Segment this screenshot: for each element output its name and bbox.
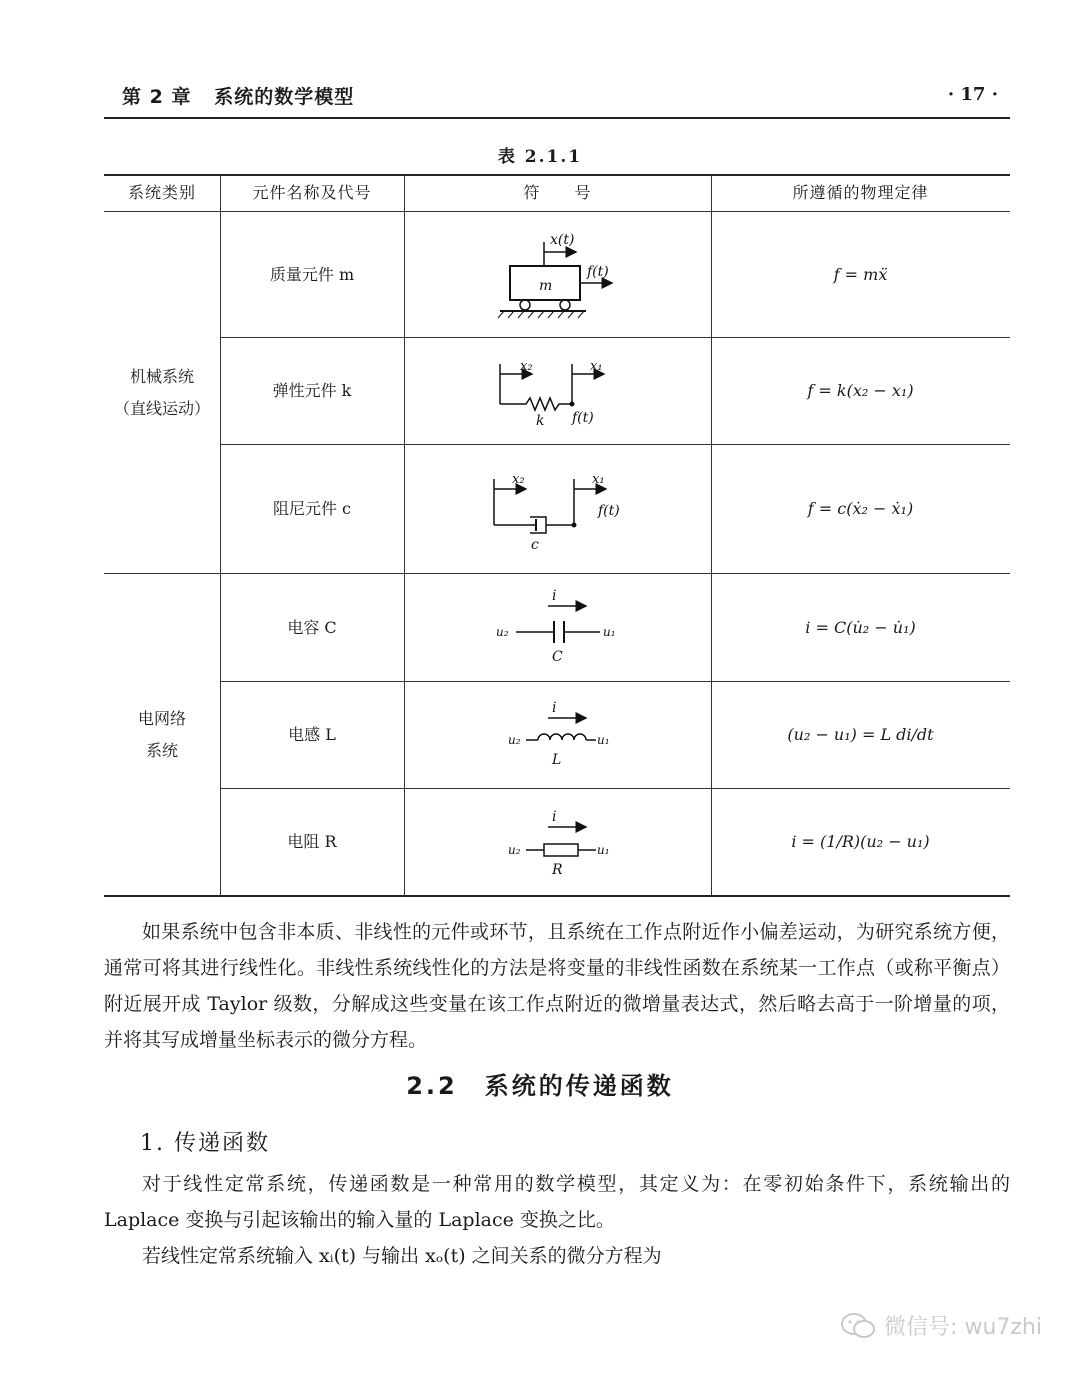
- page-number: · 17 ·: [947, 84, 998, 105]
- header-rule: [104, 117, 1010, 119]
- damper-label-f: f(t): [598, 503, 620, 519]
- law-damper: f = c(ẋ₂ − ẋ₁): [807, 499, 914, 518]
- law-mass: f = mẍ: [833, 264, 888, 284]
- capacitor-label-u2: u₂: [496, 625, 509, 639]
- damper-element-symbol: [404, 445, 711, 573]
- spring-label-f: f(t): [572, 410, 594, 426]
- chapter-title: 第 2 章 系统的数学模型: [122, 86, 355, 108]
- category-electrical: [104, 574, 220, 895]
- resistor-symbol: [404, 789, 711, 895]
- category-mechanical: [104, 212, 220, 573]
- element-name-damper: 阻尼元件 c: [272, 499, 352, 518]
- category-line: 电网络: [137, 708, 186, 728]
- paragraph-linearization: 如果系统中包含非本质、非线性的元件或环节，且系统在工作点附近作小偏差运动，为研究系统方便，通常可将其进行线性化。非线性系统线性化的方法是将变量的非线性函数在系统某一工作点（或称平衡点）附近展开成 Taylor 级数，分解成这些变量在该工作点附近的微增量表达式，然后略去高于一阶增量的项，并将其写成增量坐标表示的微分方程。: [104, 921, 1010, 1051]
- damper-label-x2: x₂: [512, 472, 525, 487]
- watermark-text: 微信号: wu7zhi: [884, 1315, 1042, 1340]
- capacitor-symbol: [404, 574, 711, 681]
- subsection-title: 1. 传递函数: [140, 1131, 270, 1156]
- col-header-category: 系统类别: [127, 183, 196, 202]
- element-name-mass: 质量元件 m: [269, 264, 355, 284]
- spring-label-x1: x₁: [590, 359, 603, 374]
- col-header-symbol: 符 号: [523, 183, 592, 202]
- category-line: 系统: [145, 740, 178, 760]
- resistor-label-u2: u₂: [508, 843, 521, 857]
- inductor-symbol: [404, 682, 711, 788]
- col-header-element: 元件名称及代号: [252, 183, 372, 202]
- wechat-watermark: [840, 1310, 1042, 1341]
- law-capacitor: i = C(u̇₂ − u̇₁): [805, 617, 916, 637]
- wechat-icon: [840, 1312, 876, 1340]
- col-header-law: 所遵循的物理定律: [792, 183, 929, 202]
- inductor-label-l: L: [552, 752, 562, 768]
- table-bottom-rule: [104, 895, 1010, 897]
- element-name-spring: 弹性元件 k: [272, 381, 352, 400]
- inductor-label-i: i: [552, 700, 557, 716]
- mass-label-f: f(t): [587, 264, 609, 280]
- damper-label-x1: x₁: [592, 472, 605, 487]
- mass-label-m: m: [539, 278, 553, 294]
- resistor-label-u1: u₁: [597, 843, 610, 857]
- resistor-label-r: R: [552, 862, 563, 878]
- section-title: 2.2 系统的传递函数: [406, 1072, 674, 1100]
- spring-element-symbol: [404, 338, 711, 444]
- spring-label-k: k: [536, 413, 545, 429]
- inductor-label-u2: u₂: [508, 733, 521, 747]
- capacitor-label-c: C: [552, 649, 563, 665]
- category-line: （直线运动）: [113, 398, 210, 418]
- law-spring: f = k(x₂ − x₁): [807, 381, 914, 400]
- element-name-capacitor: 电容 C: [287, 617, 337, 637]
- paragraph-equation-intro: 若线性定常系统输入 xᵢ(t) 与输出 xₒ(t) 之间关系的微分方程为: [142, 1245, 662, 1267]
- mass-label-x: x(t): [550, 232, 575, 248]
- element-name-resistor: 电阻 R: [287, 832, 337, 851]
- table-caption: 表 2.1.1: [497, 147, 583, 167]
- inductor-label-u1: u₁: [597, 733, 610, 747]
- damper-label-c: c: [531, 537, 539, 553]
- spring-label-x2: x₂: [520, 359, 533, 374]
- category-line: 机械系统: [129, 366, 194, 386]
- element-name-inductor: 电感 L: [288, 725, 336, 744]
- law-inductor: (u₂ − u₁) = L di/dt: [787, 725, 934, 744]
- mass-element-symbol: [404, 212, 711, 337]
- resistor-label-i: i: [552, 809, 557, 825]
- law-resistor: i = (1/R)(u₂ − u₁): [791, 832, 930, 851]
- paragraph-definition: 对于线性定常系统，传递函数是一种常用的数学模型，其定义为：在零初始条件下，系统输出的 Laplace 变换与引起该输出的输入量的 Laplace 变换之比。: [104, 1173, 1010, 1231]
- capacitor-label-u1: u₁: [603, 625, 616, 639]
- capacitor-label-i: i: [552, 588, 557, 604]
